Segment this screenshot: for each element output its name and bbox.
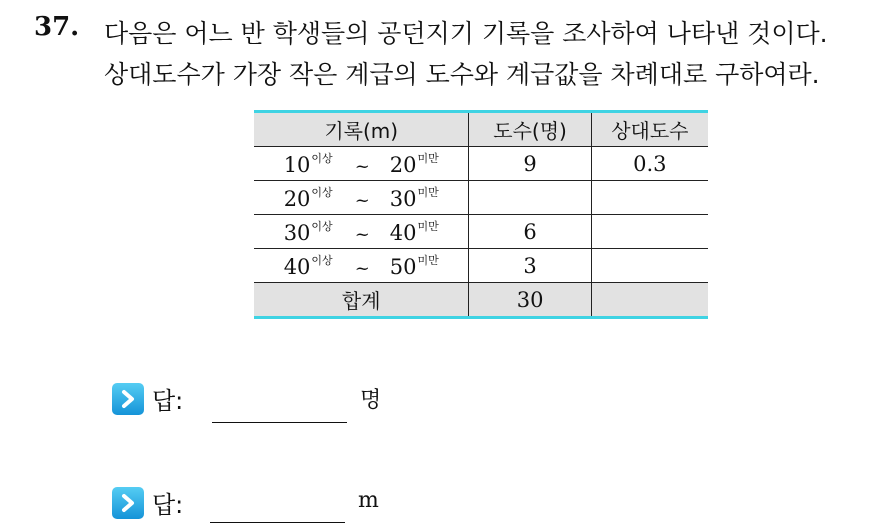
lower-suffix: 이상 [311, 220, 333, 233]
range-separator: ~ [354, 156, 370, 177]
question-text-line-2: 상대도수가 가장 작은 계급의 도수와 계급값을 차례대로 구하여라. [104, 60, 820, 89]
relative-frequency-cell: 0.3 [591, 147, 708, 181]
answer-unit-2: m [358, 488, 379, 513]
upper-bound: 40 [389, 221, 417, 245]
range-separator: ~ [354, 258, 370, 279]
table-header-row [254, 112, 708, 147]
relative-frequency-cell [591, 181, 708, 215]
table-row [254, 147, 708, 181]
arrow-icon [112, 487, 144, 519]
upper-suffix: 미만 [417, 220, 439, 233]
lower-suffix: 이상 [311, 254, 333, 267]
answer-row-1 [112, 381, 183, 416]
header-frequency: 도수(명) [469, 112, 591, 147]
class-interval [254, 147, 469, 181]
lower-bound: 20 [283, 187, 311, 211]
header-relative-frequency: 상대도수 [591, 112, 708, 147]
class-interval [254, 215, 469, 249]
frequency-table [254, 110, 708, 319]
answer-label: 답: [152, 491, 184, 519]
upper-suffix: 미만 [417, 254, 439, 267]
lower-suffix: 이상 [311, 152, 333, 165]
answer-blank-2[interactable] [210, 522, 345, 523]
total-label: 합계 [254, 283, 469, 318]
answer-row-2 [112, 485, 183, 520]
arrow-icon [112, 383, 144, 415]
frequency-cell: 9 [469, 147, 591, 181]
upper-bound: 30 [389, 187, 417, 211]
lower-bound: 30 [283, 221, 311, 245]
lower-suffix: 이상 [311, 186, 333, 199]
class-interval [254, 249, 469, 283]
question-text-line-1: 다음은 어느 반 학생들의 공던지기 기록을 조사하여 나타낸 것이다. [104, 19, 828, 48]
range-separator: ~ [354, 224, 370, 245]
table-row [254, 249, 708, 283]
table-row [254, 181, 708, 215]
answer-label: 답: [152, 387, 184, 415]
range-separator: ~ [354, 190, 370, 211]
class-interval [254, 181, 469, 215]
upper-bound: 50 [389, 255, 417, 279]
frequency-cell [469, 181, 591, 215]
frequency-cell: 6 [469, 215, 591, 249]
relative-frequency-cell [591, 249, 708, 283]
upper-suffix: 미만 [417, 186, 439, 199]
lower-bound: 40 [283, 255, 311, 279]
total-frequency: 30 [469, 283, 591, 318]
relative-frequency-cell [591, 215, 708, 249]
table-total-row [254, 283, 708, 318]
upper-bound: 20 [389, 153, 417, 177]
upper-suffix: 미만 [417, 152, 439, 165]
table-row [254, 215, 708, 249]
lower-bound: 10 [283, 153, 311, 177]
answer-unit-1: 명 [360, 388, 382, 413]
frequency-cell: 3 [469, 249, 591, 283]
header-record: 기록(m) [254, 112, 469, 147]
total-relative-frequency [591, 283, 708, 318]
answer-blank-1[interactable] [212, 422, 347, 423]
question-number: 37. [34, 12, 80, 42]
